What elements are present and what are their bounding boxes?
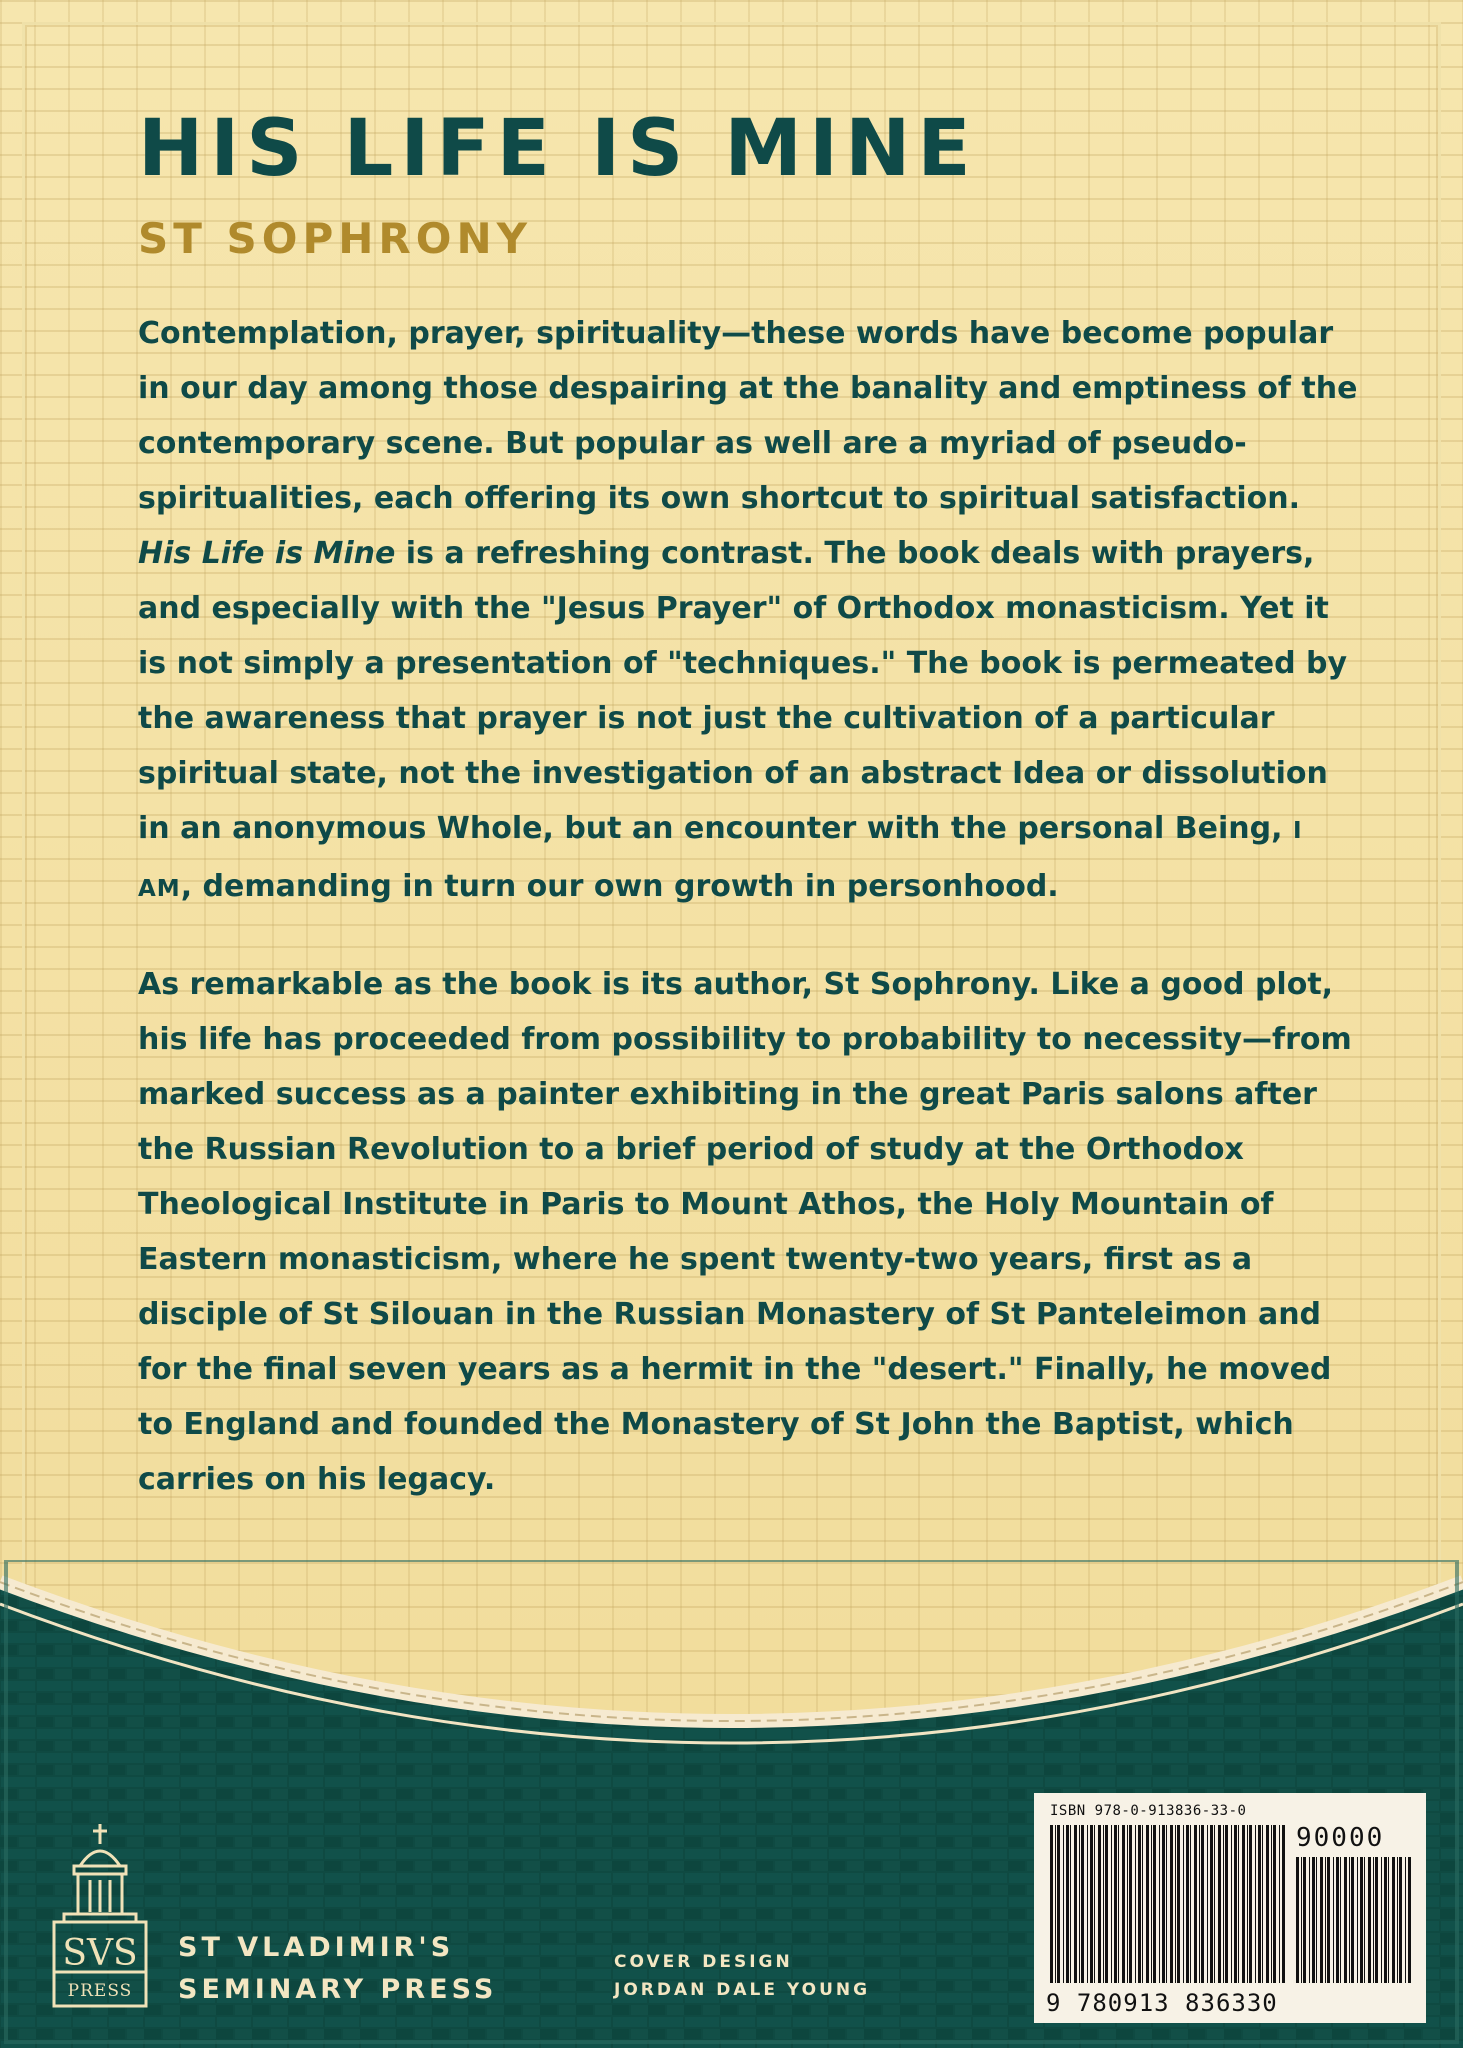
publisher-line-1: ST VLADIMIR'S xyxy=(178,1932,455,1963)
barcode-number: 9 780913 836330 xyxy=(1046,1989,1278,2017)
ean-barcode-bars xyxy=(1050,1825,1286,1983)
publisher-name xyxy=(178,1927,497,2011)
credit-line-1: COVER DESIGN xyxy=(614,1952,793,1972)
description-paragraph-2: As remarkable as the book is its author, St Sophrony. Like a good plot, his life has proceeded from possibility to probability to necessity—from marked success as a painter exhibiting in the great Paris salons after the Russian Revolution to a brief period of study at the Orthodox Theological Institute in Paris to Mount Athos, the Holy Mountain of Eastern monasticism, where he spent twenty-two years, first as a disciple of St Silouan in the Russian Monastery of St Panteleimon and for the final seven years as a hermit in the "desert." Finally, he moved to England and founded the Monastery of St John the Baptist, which carries on his legacy. xyxy=(138,967,1352,1497)
price-code: 90000 xyxy=(1296,1823,1385,1853)
description-paragraph-1 xyxy=(138,306,1358,917)
isbn-barcode-box xyxy=(1034,1793,1426,2023)
logo-letters: SVS xyxy=(62,1933,138,1974)
addon-barcode-bars xyxy=(1296,1857,1414,1983)
cover-text-area xyxy=(138,104,1358,1507)
isbn-label: ISBN 978-0-913836-33-0 xyxy=(1050,1803,1247,1819)
cover-design-credit xyxy=(614,1948,870,2004)
italic-book-title: His Life is Mine xyxy=(138,536,396,571)
paragraph-1-text-b: is a refreshing contrast. The book deals with prayers, and especially with the "Jesus Prayer" of Orthodox monasticism. Yet it is not simply a presentation of "techniques." The book is permeated by the awareness that prayer is not just the cultivation of a particular spiritual state, not the investigation of an abstract Idea or dissolution in an anonymous Whole, but an encounter with the personal Being, xyxy=(138,536,1348,846)
book-author: ST SOPHRONY xyxy=(138,214,533,263)
book-title: HIS LIFE IS MINE xyxy=(138,104,978,194)
svs-press-logo xyxy=(46,1822,154,2012)
logo-word: PRESS xyxy=(67,1981,133,2001)
i-am-small-caps: I AM xyxy=(138,818,1303,902)
paragraph-1-text-c: , demanding in turn our own growth in personhood. xyxy=(180,869,1059,904)
publisher-line-2: SEMINARY PRESS xyxy=(178,1974,498,2005)
paragraph-1-text-a: Contemplation, prayer, spirituality—these words have become popular in our day among those despairing at the banality and emptiness of the contemporary scene. But popular as well are a myriad of pseudo-spiritualities, each offering its own shortcut to spiritual satisfaction. xyxy=(138,316,1358,516)
credit-line-2: JORDAN DALE YOUNG xyxy=(614,1980,871,2000)
